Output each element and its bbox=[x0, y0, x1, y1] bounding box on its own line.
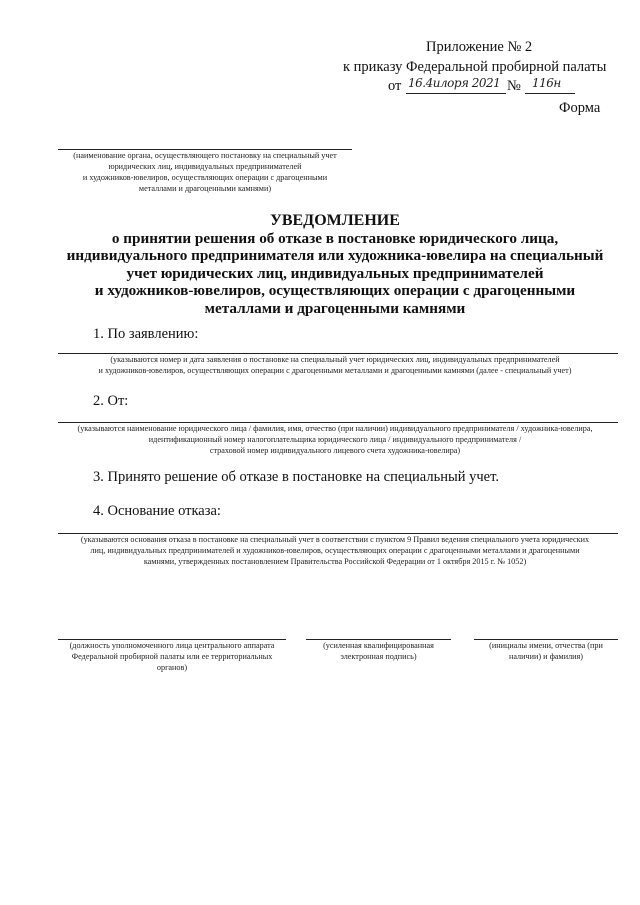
item2-note-line3: страховой номер индивидуального лицевого счета художника-ювелира) bbox=[209, 446, 461, 455]
item4-note bbox=[40, 534, 630, 567]
item1-note bbox=[40, 354, 630, 376]
appendix-line1: Приложение № 2 bbox=[426, 39, 533, 55]
name-note-line2: наличии) и фамилия) bbox=[508, 652, 584, 661]
signature-note bbox=[301, 640, 456, 662]
item2-note bbox=[40, 423, 630, 456]
position-note-line3: органов) bbox=[156, 663, 188, 672]
item2-label: 2. От: bbox=[93, 393, 129, 409]
item1-note-line1: (указываются номер и дата заявления о постановке на специальный учет юридических лиц, индивидуальных предпринимателей bbox=[110, 355, 560, 364]
authority-note-line2: юридических лиц, индивидуальных предпринимателей bbox=[108, 162, 302, 171]
appendix-line2: к приказу Федеральной пробирной палаты bbox=[343, 59, 607, 75]
number-label: № bbox=[507, 78, 521, 94]
heading-line2: индивидуального предпринимателя или художника-ювелира на специальный bbox=[66, 247, 604, 264]
authority-note-line1: (наименование органа, осуществляющего постановку на специальный учет bbox=[73, 151, 337, 160]
number-underline bbox=[525, 93, 575, 94]
item1-label: 1. По заявлению: bbox=[93, 326, 199, 342]
item3-label: 3. Принято решение об отказе в постановке на специальный учет. bbox=[93, 469, 499, 485]
authority-note-line4: металлами и драгоценными камнями) bbox=[138, 184, 272, 193]
position-note-line2: Федеральной пробирной палаты или ее территориальных bbox=[71, 652, 273, 661]
appendix-from-label: от bbox=[388, 78, 402, 94]
name-note bbox=[469, 640, 623, 662]
heading-line1: о принятии решения об отказе в постановке юридического лица, bbox=[111, 229, 559, 247]
heading-line4: и художников-ювелиров, осуществляющих операции с драгоценными bbox=[94, 282, 576, 299]
authority-note-line3: и художников-ювелиров, осуществляющих операции с драгоценными bbox=[82, 173, 328, 182]
signature-note-line2: электронная подпись) bbox=[340, 652, 417, 661]
item4-label: 4. Основание отказа: bbox=[93, 503, 221, 519]
form-label: Форма bbox=[559, 100, 601, 116]
item2-note-line2: идентификационный номер налогоплательщика юридического лица / индивидуального предпринимателя / bbox=[148, 435, 522, 444]
date-underline bbox=[406, 93, 506, 94]
item2-note-line1: (указываются наименование юридического лица / фамилия, имя, отчество (при наличии) индивидуального предпринимателя / художника-ювелира, bbox=[77, 424, 593, 433]
number-handwritten: 116н bbox=[532, 76, 561, 90]
heading-title: УВЕДОМЛЕНИЕ bbox=[270, 212, 400, 229]
name-note-line1: (инициалы имени, отчества (при bbox=[489, 641, 603, 650]
heading-line5: металлами и драгоценными камнями bbox=[204, 299, 466, 317]
heading-line3: учет юридических лиц, индивидуальных предпринимателей bbox=[126, 264, 544, 282]
position-note bbox=[52, 640, 292, 673]
item4-note-line3: камнями, утвержденных постановлением Правительства Российской Федерации от 1 октября 2015 г. № 1052) bbox=[143, 557, 527, 566]
item4-note-line1: (указываются основания отказа в постановке на специальный учет в соответствии с пунктом 9 Правил ведения специального учета юридических bbox=[80, 535, 590, 544]
signature-note-line1: (усиленная квалифицированная bbox=[323, 641, 434, 650]
date-handwritten: 16.4илоря 2021 bbox=[408, 76, 501, 90]
document-heading bbox=[40, 212, 630, 317]
item4-note-line2: лиц, индивидуальных предпринимателей и художников-ювелиров, осуществляющих операции с драгоценными металлами и драгоценными bbox=[90, 546, 580, 555]
position-note-line1: (должность уполномоченного лица центрального аппарата bbox=[69, 641, 275, 650]
authority-note bbox=[55, 150, 355, 194]
item1-note-line2: и художников-ювелиров, осуществляющих операции с драгоценными металлами и драгоценными камнями (далее - специальный учет) bbox=[98, 366, 572, 375]
